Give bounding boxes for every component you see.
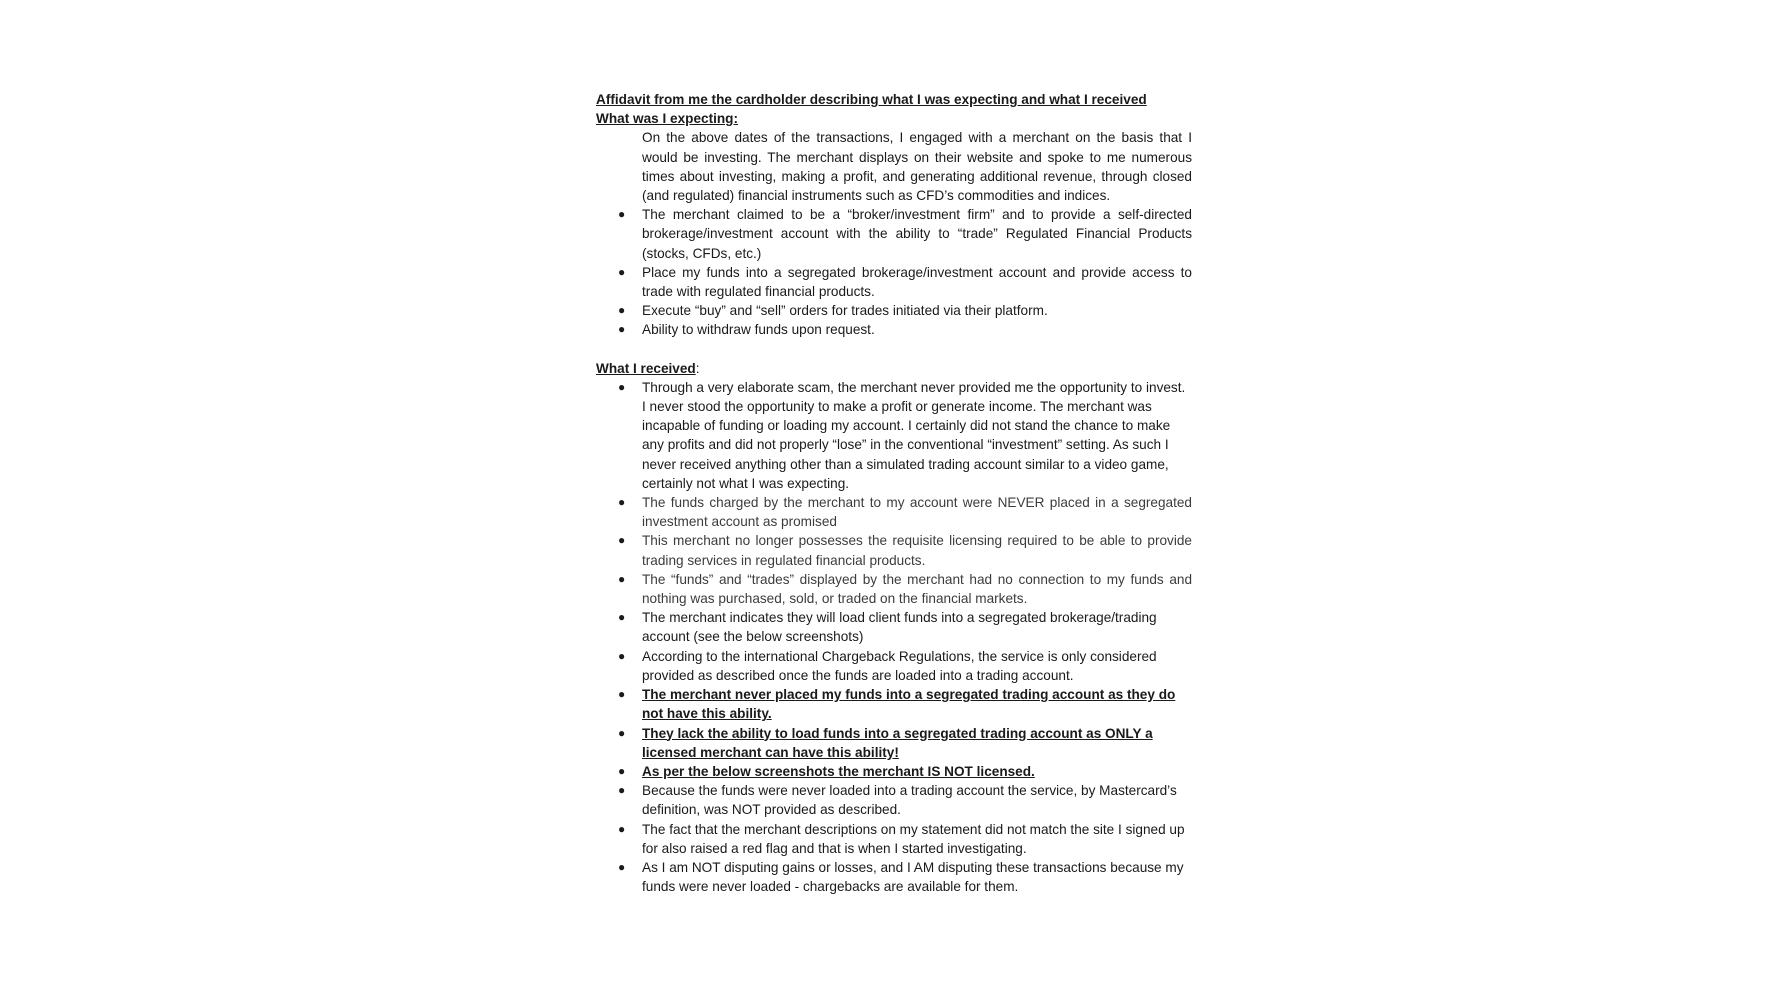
list-item [596, 724, 1192, 762]
list-item-text: The merchant never placed my funds into a segregated trading account as they do not have this ability. [642, 687, 1176, 722]
list-item-text: According to the international Chargeback Regulations, the service is only considered provided as described once the funds are loaded into a trading account. [642, 648, 1157, 683]
list-item-text: They lack the ability to load funds into a segregated trading account as ONLY a licensed merchant can have this ability! [642, 725, 1153, 760]
bullet-icon: ● [618, 783, 626, 798]
bullet-icon: ● [618, 495, 626, 510]
list-item [596, 263, 1192, 301]
list-item [596, 647, 1192, 685]
received-label-text: What I received [596, 360, 696, 376]
expecting-label-text: What was I expecting: [596, 111, 739, 127]
bullet-icon: ● [618, 322, 626, 337]
list-item [596, 205, 1192, 263]
bullet-icon: ● [618, 264, 626, 279]
list-item-text: Ability to withdraw funds upon request. [642, 322, 875, 338]
bullet-icon: ● [618, 207, 626, 222]
bullet-icon: ● [618, 571, 626, 586]
bullet-icon: ● [618, 610, 626, 625]
list-item-text: Because the funds were never loaded into a trading account the service, by Mastercard’s definition, was NOT provided as described. [642, 783, 1177, 818]
bullet-icon: ● [618, 379, 626, 394]
list-item [596, 781, 1192, 819]
bullet-icon: ● [618, 725, 626, 740]
received-list [596, 378, 1196, 896]
bullet-icon: ● [618, 763, 626, 778]
list-item-text: The fact that the merchant descriptions on my statement did not match the site I signed up for also raised a red flag and that is when I started investigating. [642, 821, 1185, 856]
list-item-text: This merchant no longer possesses the requisite licensing required to be able to provide trading services in regulated financial products. [642, 533, 1192, 568]
affidavit-document [596, 90, 1196, 896]
section-spacer [596, 340, 1196, 359]
list-item [596, 301, 1192, 320]
list-item-text: The “funds” and “trades” displayed by the merchant had no connection to my funds and nothing was purchased, sold, or traded on the financial markets. [642, 571, 1192, 607]
list-item [596, 378, 1192, 493]
expecting-list [596, 205, 1196, 339]
received-label-colon: : [695, 360, 700, 376]
list-item [596, 493, 1192, 531]
bullet-icon: ● [618, 821, 626, 836]
bullet-icon: ● [618, 859, 626, 874]
list-item [596, 531, 1192, 569]
list-item [596, 820, 1192, 858]
list-item-text: The funds charged by the merchant to my account were NEVER placed in a segregated investment account as promised [642, 495, 1192, 530]
list-item [596, 762, 1192, 781]
list-item-text: Execute “buy” and “sell” orders for trades initiated via their platform. [642, 303, 1048, 319]
list-item [596, 685, 1192, 723]
expecting-section-label [596, 109, 1196, 128]
bullet-icon: ● [618, 648, 626, 663]
bullet-icon: ● [618, 687, 626, 702]
list-item [596, 570, 1192, 608]
list-item-text: Place my funds into a segregated brokerage/investment account and provide access to trade with regulated financial products. [642, 264, 1192, 300]
document-title: Affidavit from me the cardholder describing what I was expecting and what I received [596, 92, 1147, 107]
list-item [596, 608, 1192, 646]
received-section-label [596, 359, 1196, 378]
list-item-text: Through a very elaborate scam, the merchant never provided me the opportunity to invest. I never stood the opportunity to make a profit or generate income. The merchant was incapable of funding or loading my account. I certainly did not stand the chance to make any profits and did not properly “lose” in the conventional “investment” setting. As such I never received anything other than a simulated trading account similar to a video game, certainly not what I was expecting. [642, 379, 1186, 491]
list-item [596, 320, 1192, 339]
list-item [596, 858, 1192, 896]
list-item-text: The merchant indicates they will load client funds into a segregated brokerage/trading account (see the below screenshots) [642, 610, 1157, 645]
expecting-intro-paragraph: On the above dates of the transactions, I engaged with a merchant on the basis that I would be investing. The merchant displays on their website and spoke to me numerous times about investing, making a profit, and generating additional revenue, through closed (and regulated) financial instruments such as CFD’s commodities and indices. [642, 130, 1192, 204]
list-item-text: As per the below screenshots the merchant IS NOT licensed. [642, 763, 1035, 779]
list-item-text: As I am NOT disputing gains or losses, and I AM disputing these transactions because my funds were never loaded - chargebacks are available for them. [642, 859, 1184, 895]
bullet-icon: ● [618, 533, 626, 548]
bullet-icon: ● [618, 303, 626, 318]
list-item-text: The merchant claimed to be a “broker/investment firm” and to provide a self-directed brokerage/investment account with the ability to “trade” Regulated Financial Products (stocks, CFDs, etc.) [642, 207, 1192, 261]
